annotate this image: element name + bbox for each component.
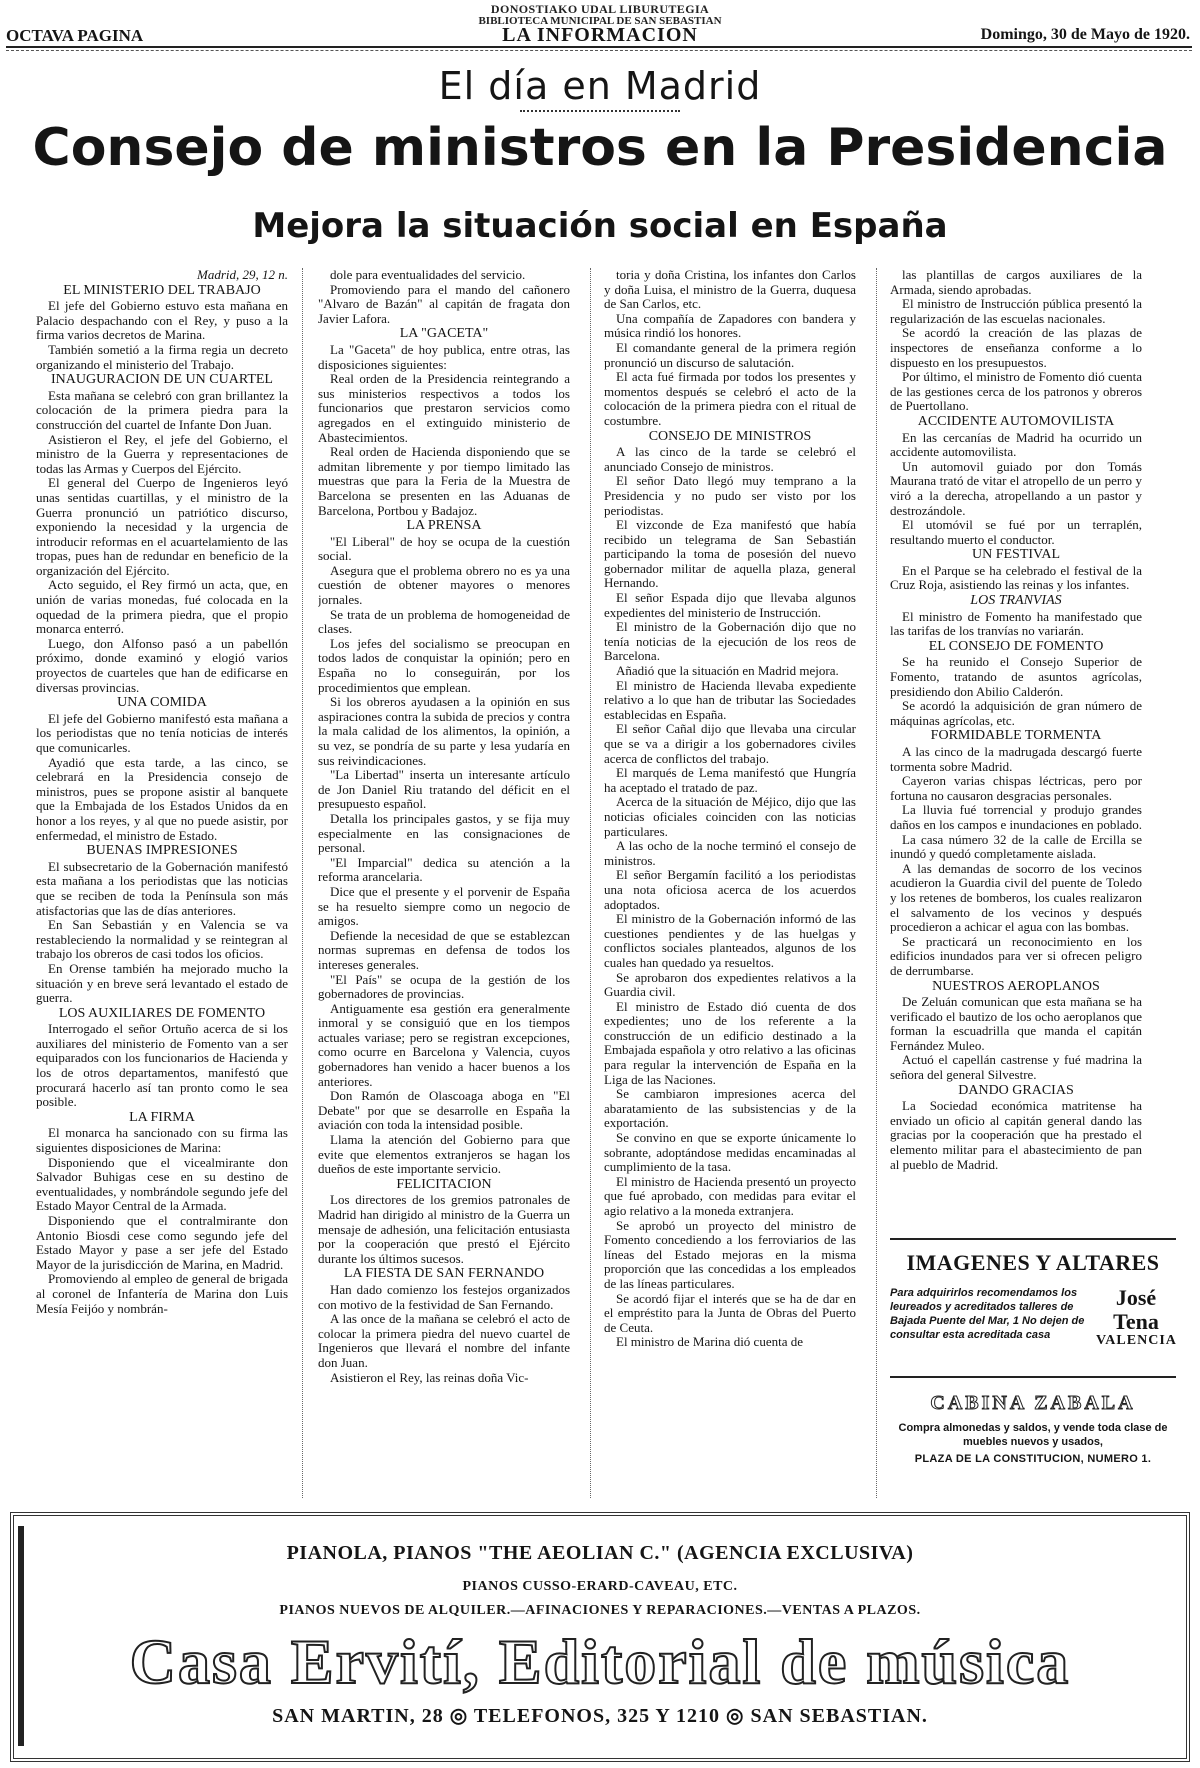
- paragraph: El ministro de la Gobernación dijo que no tenía noticias de la ejecución de los reos de Barcelona.: [604, 619, 856, 664]
- paragraph: El general del Cuerpo de Ingenieros leyó unas sentidas cuartillas, y el ministro de la Guerra pronunció un patriótico discurso, exponiendo la necesidad y la urgencia de introducir reformas en el acuartelamiento de las tropas, pues han de redundar en beneficio de la organización del Ejército.: [36, 475, 288, 578]
- subheadline: Mejora la situación social en España: [252, 206, 948, 246]
- section-subheading: BUENAS IMPRESIONES: [86, 843, 238, 859]
- library-stamp-line2: BIBLIOTECA MUNICIPAL DE SAN SEBASTIAN: [478, 15, 722, 27]
- ad-imagenes-altares: [890, 1238, 1176, 1378]
- paragraph: Los jefes del socialismo se preocupan en todos lados de conquistar la opinión; pero en España no lo conseguirán, por los procedimientos que emplean.: [318, 635, 570, 695]
- paragraph: El subsecretario de la Gobernación manifestó esta mañana a los periodistas que las noticias que se reciben de toda la Península son más atisfactorias que las de días anteriores.: [36, 858, 288, 918]
- paragraph: Han dado comienzo los festejos organizados con motivo de la festividad de San Fernando.: [318, 1281, 570, 1312]
- paragraph: El ministro de Estado dió cuenta de dos expedientes; uno de los referente a la construcción de un edificio destinado a la Embajada española y otro relativo a las oficinas para regular la intervención de España en la Liga de las Naciones.: [604, 998, 856, 1087]
- paragraph: Actuó el capellán castrense y fué madrina la señora del general Silvestre.: [890, 1052, 1142, 1083]
- ad-imagenes-brand-city: VALENCIA: [1096, 1333, 1177, 1348]
- ad-erviti-title: Casa Ervití, Editorial de música: [129, 1626, 1071, 1697]
- ad-imagenes-title: IMAGENES Y ALTARES: [906, 1250, 1160, 1275]
- paragraph: De Zeluán comunican que esta mañana se ha verificado el bautizo de los ocho aeroplanos que forman la escuadrilla que manda el capitán Fernández Muleo.: [890, 994, 1142, 1053]
- paragraph: El jefe del Gobierno estuvo esta mañana en Palacio despachando con el Rey, y puso a la firma varios decretos de Marina.: [36, 298, 288, 343]
- section-subheading: INAUGURACION DE UN CUARTEL: [51, 372, 273, 388]
- paragraph: El acta fué firmada por todos los presentes y momentos después se celebró el acto de la colocación de la primera piedra con el ritual de costumbre.: [604, 369, 856, 428]
- paragraph: Se acordó la adquisición de gran número de máquinas agrícolas, etc.: [890, 698, 1142, 728]
- newspaper-name: LA INFORMACION: [502, 24, 698, 46]
- ad-imagenes-brand: [1096, 1286, 1176, 1348]
- paragraph: El marqués de Lema manifestó que Hungría ha aceptado el tratado de paz.: [604, 765, 856, 795]
- paragraph: En el Parque se ha celebrado el festival de la Cruz Roja, asistiendo las reinas y los infantes.: [890, 562, 1142, 593]
- paragraph: Disponiendo que el contralmirante don Antonio Biosdi cese como segundo jefe del Estado Mayor y pase a ser jefe del Estado Mayor de la jurisdicción de Marina, en Madrid.: [36, 1213, 288, 1272]
- section-subheading: EL MINISTERIO DEL TRABAJO: [63, 282, 261, 298]
- paragraph: El señor Dato llegó muy temprano a la Presidencia y no pudo ser visto por los periodistas.: [604, 473, 856, 518]
- paragraph: A las once de la mañana se celebró el acto de colocar la primera piedra del nuevo cuartel de Ingenieros que llevará el nombre del infante don Juan.: [318, 1311, 570, 1370]
- ad-cabina-title: CABINA ZABALA: [930, 1392, 1136, 1414]
- paragraph: Asegura que el problema obrero no es ya una cuestión de obtener mayores o menores jornales.: [318, 562, 570, 608]
- paragraph: Se practicará un reconocimiento en los edificios inundados para ver si ofrecen peligro de derrumbarse.: [890, 933, 1142, 978]
- ad-imagenes-text: Para adquirirlos recomendamos los leureados y acreditados talleres de Bajada Puente del Mar, 1 No dejen de consultar esta acreditada casa: [890, 1287, 1085, 1341]
- issue-date: Domingo, 30 de Mayo de 1920.: [980, 26, 1190, 43]
- paragraph: Se acordó la creación de las plazas de inspectores de enseñanza conforme a lo dispuesto en los presupuestos.: [890, 325, 1142, 370]
- paragraph: El vizconde de Eza manifestó que había recibido un telegrama de San Sebastián participando la toma de posesión del nuevo gobernador militar de aquella plaza, general Hernando.: [604, 517, 856, 591]
- headline: Consejo de ministros en la Presidencia: [32, 118, 1168, 178]
- column-rule: [590, 268, 591, 1498]
- paragraph: Interrogado el señor Ortuño acerca de si los auxiliares del ministerio de Fomento van a ser equiparados con los funcionarios de Hacienda y los de otros departamentos, manifestó que procurará hacerlo así tan pronto como le sea posible.: [36, 1021, 288, 1110]
- article-column-3: [604, 268, 856, 1498]
- paragraph: Acto seguido, el Rey firmó un acta, que, en unión de varias monedas, fué colocada en la oquedad de la primera piedra, que el propio monarca enterró.: [36, 577, 288, 637]
- paragraph: Asistieron el Rey, el jefe del Gobierno, el ministro de la Guerra y representaciones de todas las Armas y Cuerpos del Ejército.: [36, 431, 288, 476]
- section-subheading: ACCIDENTE AUTOMOVILISTA: [917, 413, 1115, 429]
- section-subheading: UNA COMIDA: [117, 695, 207, 711]
- section-subheading: LOS AUXILIARES DE FOMENTO: [58, 1005, 266, 1021]
- paragraph: A las cinco de la tarde se celebró el anunciado Consejo de ministros.: [604, 444, 856, 474]
- section-subheading: LA "GACETA": [399, 326, 489, 342]
- paragraph: En Orense también ha mejorado mucho la situación y en breve será levantado el estado de guerra.: [36, 960, 288, 1006]
- paragraph: Don Ramón de Olascoaga aboga en "El Debate" por que se desarrolle en España la aviación con toda la intensidad posible.: [318, 1088, 570, 1133]
- paragraph: Se trata de un problema de homogeneidad de clases.: [318, 606, 570, 637]
- paragraph: Acerca de la situación de Méjico, dijo que las noticias oficiales coinciden con las noticias particulares.: [604, 794, 856, 839]
- paragraph: La Sociedad económica matritense ha enviado un oficio al capitán general dando las gracias por la cooperación que ha prestado el elemento militar para el abastecimiento de pan al pueblo de Madrid.: [890, 1098, 1142, 1172]
- paragraph: "El Liberal" de hoy se ocupa de la cuestión social.: [318, 533, 570, 564]
- paragraph: Se ha reunido el Consejo Superior de Fomento, tratando de asuntos agrícolas, presidiendo don Abilio Calderón.: [890, 654, 1142, 699]
- paragraph: El jefe del Gobierno manifestó esta mañana a los periodistas que no tenía noticias de interés que comunicarles.: [36, 710, 288, 755]
- paragraph: Se acordó fijar el interés que se ha de dar en el empréstito para la Junta de Obras del Puerto de Ceuta.: [604, 1290, 856, 1335]
- paragraph: A las ocho de la noche terminó el consejo de ministros.: [604, 838, 856, 868]
- library-stamp-line1: DONOSTIAKO UDAL LIBURUTEGIA: [490, 2, 710, 16]
- paragraph: El monarca ha sancionado con su firma las siguientes disposiciones de Marina:: [36, 1125, 288, 1156]
- paragraph: A las cinco de la madrugada descargó fuerte tormenta sobre Madrid.: [890, 744, 1142, 774]
- paragraph: Real orden de la Presidencia reintegrando a sus ministerios respectivos a todos los funcionarios que prestaron servicios como agregados en el extinguido ministerio de Abastecimientos.: [318, 371, 570, 445]
- section-subheading: LA FIRMA: [129, 1109, 195, 1125]
- paragraph: Llama la atención del Gobierno para que evite que elementos extranjeros se hagan los dueños de este importante servicio.: [318, 1132, 570, 1177]
- paragraph: La casa número 32 de la calle de Ercilla se inundó y quedó completamente aislada.: [890, 831, 1142, 862]
- article-column-2: [318, 268, 570, 1498]
- ad-cabina-text: Compra almonedas y saldos, y vende toda clase de muebles nuevos y usados,: [898, 1422, 1168, 1448]
- paragraph: Esta mañana se celebró con gran brillantez la colocación de la primera piedra para la construcción del cuartel de Infante Don Juan.: [36, 387, 288, 432]
- ad-erviti-address: SAN MARTIN, 28 ◎ TELEFONOS, 325 Y 1210 ◎ SAN SEBASTIAN.: [272, 1705, 928, 1727]
- paragraph: Por último, el ministro de Fomento dió cuenta de las gestiones cerca de los patronos y obreros de Puertollano.: [890, 369, 1142, 414]
- paragraph: El utomóvil se fué por un terraplén, resultando muerto el conductor.: [890, 517, 1142, 547]
- paragraph: las plantillas de cargos auxiliares de la Armada, siendo aprobadas.: [890, 268, 1142, 297]
- paragraph: En las cercanías de Madrid ha ocurrido un accidente automovilista.: [890, 429, 1142, 460]
- section-subheading: EL CONSEJO DE FOMENTO: [928, 638, 1104, 654]
- masthead-rule: [6, 46, 1192, 48]
- paragraph: "El País" se ocupa de la gestión de los gobernadores de provincias.: [318, 971, 570, 1002]
- section-subheading: UN FESTIVAL: [971, 547, 1061, 563]
- section-subheading: LOS TRANVIAS: [970, 593, 1062, 609]
- ad-cabina-zabala: [890, 1388, 1176, 1494]
- ad-cabina-address: PLAZA DE LA CONSTITUCION, NUMERO 1.: [914, 1453, 1152, 1465]
- paragraph: La lluvia fué torrencial y produjo grandes daños en los campos e inundaciones en poblado.: [890, 802, 1142, 832]
- paragraph: El señor Espada dijo que llevaba algunos expedientes del ministerio de Instrucción.: [604, 590, 856, 620]
- paragraph: Asistieron el Rey, las reinas doña Vic-: [330, 1369, 529, 1385]
- ad-casa-erviti: [10, 1512, 1190, 1762]
- paragraph: Antiguamente esa gestión era generalmente inmoral y se consiguió que en los tiempos actuales variase; pero se registran excepciones, como ocurre en Barcelona y Valencia, cuyos gobernadores han venido a hacer buenos a los anteriores.: [318, 1000, 570, 1089]
- paragraph: A las demandas de socorro de los vecinos acudieron la Guardia civil del puente de Toledo y los retenes de bomberos, los cuales realizaron el salvamento de los vecinos y después procedieron a achicar el agua con las bombas.: [890, 860, 1142, 935]
- paragraph: Cayeron varias chispas léctricas, pero por fortuna no causaron desgracias personales.: [890, 773, 1142, 803]
- paragraph: Una compañía de Zapadores con bandera y música rindió los honores.: [604, 310, 856, 341]
- paragraph: Real orden de Hacienda disponiendo que se admitan libremente y por tiempo limitado las muestras que para la Feria de la Muestra de Barcelona se presenten en las Aduanas de Barcelona, Portbou y Badajoz.: [318, 444, 570, 518]
- paragraph: El ministro de Hacienda llevaba expediente relativo a lo que han de tributar las Sociedades establecidas en España.: [604, 677, 856, 722]
- ad-erviti-line3: PIANOS NUEVOS DE ALQUILER.—AFINACIONES Y REPARACIONES.—VENTAS A PLAZOS.: [279, 1603, 921, 1618]
- section-subheading: NUESTROS AEROPLANOS: [932, 978, 1100, 994]
- dateline: Madrid, 29, 12 n.: [197, 268, 288, 282]
- section-subheading: LA PRENSA: [406, 518, 482, 534]
- article-column-1: [36, 268, 288, 1498]
- page-label: OCTAVA PAGINA: [6, 26, 144, 45]
- section-subheading: FELICITACION: [396, 1176, 492, 1192]
- paragraph: toria y doña Cristina, los infantes don Carlos y doña Luisa, el ministro de la Guerra, duquesa de San Carlos, etc.: [604, 268, 856, 312]
- paragraph: Ayadió que esta tarde, a las cinco, se celebrará en la Presidencia consejo de ministros, pues se propone asistir al banquete que la Embajada de los Estados Unidos da en honor a los reyes, y al que no puede asistir, por enfermedad, el ministro de Estado.: [36, 754, 288, 843]
- section-subheading: LA FIESTA DE SAN FERNANDO: [343, 1266, 545, 1282]
- paragraph: Promoviendo al empleo de general de brigada al coronel de Infantería de Marina don Luis Mesía Feijóo y nombrán-: [36, 1271, 288, 1316]
- paragraph: El ministro de Marina dió cuenta de: [616, 1334, 804, 1350]
- ad-erviti-line1: PIANOLA, PIANOS "THE AEOLIAN C." (AGENCIA EXCLUSIVA): [286, 1542, 914, 1564]
- section-subheading: DANDO GRACIAS: [958, 1082, 1074, 1098]
- paragraph: Luego, don Alfonso pasó a un pabellón próximo, donde examinó y elogió varios proyectos de cuarteles que han de edificarse en diversas provincias.: [36, 635, 288, 695]
- paragraph: Añadió que la situación en Madrid mejora.: [616, 663, 839, 679]
- paragraph: La "Gaceta" de hoy publica, entre otras, las disposiciones siguientes:: [318, 341, 570, 372]
- paragraph: El ministro de Instrucción pública presentó la regularización de las escuelas nacionales.: [890, 296, 1142, 326]
- paragraph: El comandante general de la primera región pronunció un discurso de salutación.: [604, 339, 856, 370]
- section-subheading: CONSEJO DE MINISTROS: [648, 428, 812, 444]
- paragraph: En San Sebastián y en Valencia se va restableciendo la normalidad y se reintegran al trabajo los obreros de casi todos los oficios.: [36, 917, 288, 962]
- paragraph: Detalla los principales gastos, y se fija muy especialmente en las consignaciones de personal.: [318, 810, 570, 856]
- ad-erviti-line2: PIANOS CUSSO-ERARD-CAVEAU, ETC.: [462, 1579, 738, 1594]
- section-subheading: FORMIDABLE TORMENTA: [930, 728, 1102, 744]
- paragraph: También sometió a la firma regia un decreto organizando el ministerio del Trabajo.: [36, 341, 288, 372]
- masthead-rule-dashed: [6, 50, 1192, 51]
- paragraph: Se cambiaron impresiones acerca del abaratamiento de las subsistencias y de la exportación.: [604, 1086, 856, 1131]
- paragraph: Se convino en que se exporte únicamente lo sobrante, adoptándose medidas encaminadas al cumplimiento de la tasa.: [604, 1130, 856, 1175]
- paragraph: El ministro de Hacienda presentó un proyecto que fué aprobado, con medidas para evitar el agio relativo a la moneda extranjera.: [604, 1173, 856, 1218]
- paragraph: "La Libertad" inserta un interesante artículo de Jon Daniel Riu tratando del déficit en el presupuesto español.: [318, 767, 570, 812]
- paragraph: Se aprobaron dos expedientes relativos a la Guardia civil.: [604, 969, 856, 1000]
- column-rule: [302, 268, 303, 1498]
- section-title: El día en Madrid: [438, 64, 762, 108]
- paragraph: "El Imparcial" dedica su atención a la reforma arancelaria.: [318, 854, 570, 885]
- paragraph: El ministro de la Gobernación informó de las cuestiones pendientes y de las huelgas y conflictos sociales planteados, algunos de los cuales han quedado ya resueltos.: [604, 911, 856, 970]
- paragraph: Un automovil guiado por don Tomás Maurana trató de vitar el atropello de un perro y viró a la derecha, atropellando a un pastor y destrozándole.: [890, 458, 1142, 518]
- paragraph: Los directores de los gremios patronales de Madrid han dirigido al ministro de la Guerra un mensaje de adhesión, una felicitación entusiasta por la cooperación que prestó el Ejército durante los últimos sucesos.: [318, 1192, 570, 1266]
- paragraph: El señor Bergamín facilitó a los periodistas una nota oficiosa acerca de los acuerdos adoptados.: [604, 867, 856, 912]
- paragraph: Defiende la necesidad de que se establezcan normas supremas en defensa de todos los intereses generales.: [318, 927, 570, 972]
- paragraph: Se aprobó un proyecto del ministro de Fomento concediendo a los ferroviarios de las líneas del Estado mejoras en la misma proporción que las concedidas a los empleados de las líneas particulares.: [604, 1217, 856, 1291]
- paragraph: Promoviendo para el mando del cañonero "Alvaro de Bazán" al capitán de fragata don Javier Lafora.: [318, 281, 570, 326]
- paragraph: El ministro de Fomento ha manifestado que las tarifas de los tranvías no variarán.: [890, 608, 1142, 639]
- ad-side-bar: [18, 1526, 24, 1746]
- paragraph: Dice que el presente y el porvenir de España se ha resuelto siempre como un negocio de amigos.: [318, 883, 570, 929]
- paragraph: Si los obreros ayudasen a la opinión en sus aspiraciones contra la subida de precios y contra la mala calidad de los alimentos, la opinión, a su vez, se pondría de su parte y lesa yudaría en sus reivindicaciones.: [318, 694, 570, 768]
- ad-imagenes-brand-name: José Tena: [1113, 1285, 1159, 1334]
- section-ornament: [520, 110, 680, 116]
- article-column-4: [890, 268, 1142, 1224]
- paragraph: Disponiendo que el vicealmirante don Salvador Buhigas cese en su destino de eventualidades, y nombrándole segundo jefe del Estado Mayor Central de la Armada.: [36, 1154, 288, 1214]
- column-rule: [876, 268, 877, 1498]
- paragraph: dole para eventualidades del servicio.: [330, 268, 526, 282]
- paragraph: El señor Cañal dijo que llevaba una circular que se va a dirigir a los gobernadores civiles acerca de conflictos del trabajo.: [604, 721, 856, 766]
